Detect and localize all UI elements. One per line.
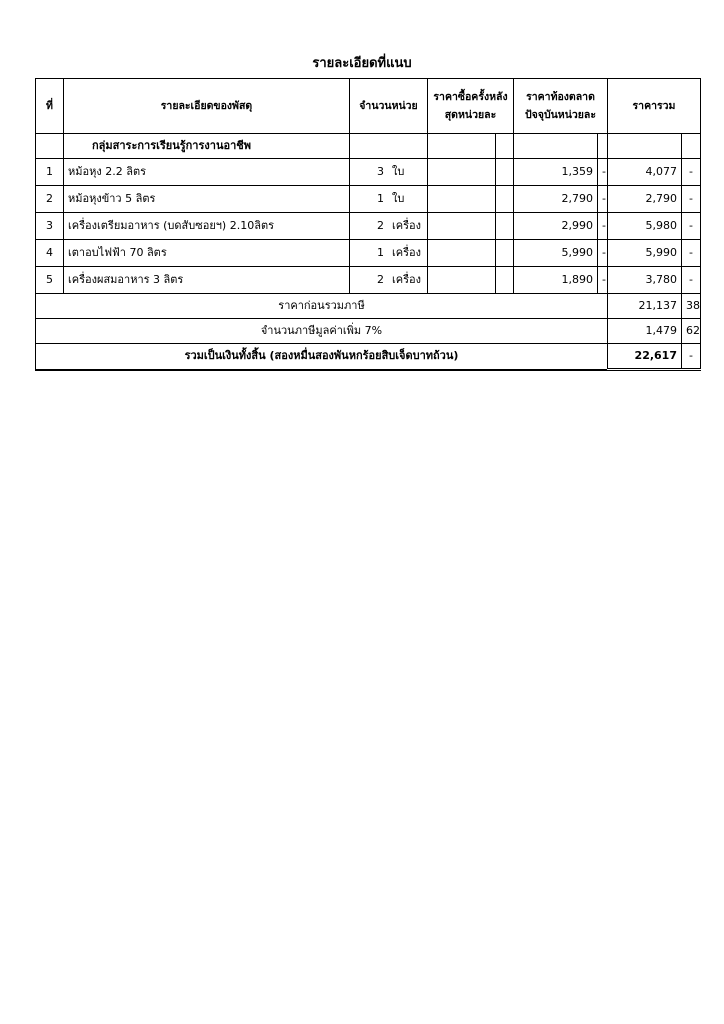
item-no: 5 xyxy=(36,267,64,294)
item-qty-unit: เครื่อง xyxy=(392,219,422,232)
pre-vat-decimal: 38 xyxy=(682,294,701,319)
table-row xyxy=(36,186,701,213)
pre-vat-row xyxy=(36,294,701,319)
item-total: 5,980 xyxy=(608,213,682,240)
grand-total-decimal: - xyxy=(682,344,701,370)
item-quantity xyxy=(350,213,428,240)
item-market-price-decimal: - xyxy=(598,186,608,213)
group-label: กลุ่มสาระการเรียนรู้การงานอาชีพ xyxy=(64,134,350,159)
item-market-price: 2,790 xyxy=(514,186,598,213)
table-row xyxy=(36,159,701,186)
item-qty-number: 3 xyxy=(377,165,384,178)
grand-total-row xyxy=(36,344,701,370)
item-last-price-empty xyxy=(428,213,496,240)
item-last-price-decimal-empty xyxy=(496,159,514,186)
item-qty-number: 1 xyxy=(377,246,384,259)
item-market-price-decimal: - xyxy=(598,213,608,240)
item-market-price-decimal: - xyxy=(598,240,608,267)
group-row xyxy=(36,134,701,159)
vat-row xyxy=(36,319,701,344)
item-no: 2 xyxy=(36,186,64,213)
pre-vat-value: 21,137 xyxy=(608,294,682,319)
pre-vat-label: ราคาก่อนรวมภาษี xyxy=(36,294,608,319)
item-last-price-empty xyxy=(428,240,496,267)
item-total-decimal: - xyxy=(682,213,701,240)
vat-value: 1,479 xyxy=(608,319,682,344)
item-name: เครื่องเตรียมอาหาร (บดสับซอยฯ) 2.10ลิตร xyxy=(64,213,350,240)
item-total-decimal: - xyxy=(682,240,701,267)
item-market-price-decimal: - xyxy=(598,267,608,294)
item-last-price-decimal-empty xyxy=(496,186,514,213)
item-total: 2,790 xyxy=(608,186,682,213)
item-quantity xyxy=(350,267,428,294)
item-market-price: 5,990 xyxy=(514,240,598,267)
item-quantity xyxy=(350,240,428,267)
item-name: เตาอบไฟฟ้า 70 ลิตร xyxy=(64,240,350,267)
header-units: จำนวนหน่วย xyxy=(350,79,428,134)
item-market-price-decimal: - xyxy=(598,159,608,186)
table-row xyxy=(36,213,701,240)
item-market-price: 2,990 xyxy=(514,213,598,240)
item-total-decimal: - xyxy=(682,159,701,186)
vat-label: จำนวนภาษีมูลค่าเพิ่ม 7% xyxy=(36,319,608,344)
item-qty-number: 2 xyxy=(377,219,384,232)
item-last-price-decimal-empty xyxy=(496,240,514,267)
grand-total-label: รวมเป็นเงินทั้งสิ้น (สองหมื่นสองพันหกร้อยสิบเจ็ดบาทถ้วน) xyxy=(36,344,608,370)
item-qty-unit: เครื่อง xyxy=(392,246,422,259)
item-details-table xyxy=(35,78,701,371)
table-row xyxy=(36,240,701,267)
header-market-price: ราคาท้องตลาดปัจจุบันหน่วยละ xyxy=(514,79,608,134)
table-header-row xyxy=(36,79,701,134)
item-last-price-decimal-empty xyxy=(496,267,514,294)
item-last-price-empty xyxy=(428,186,496,213)
item-name: หม้อหุงข้าว 5 ลิตร xyxy=(64,186,350,213)
item-total: 4,077 xyxy=(608,159,682,186)
item-quantity xyxy=(350,159,428,186)
item-qty-unit: ใบ xyxy=(392,165,405,178)
item-no: 1 xyxy=(36,159,64,186)
item-no: 3 xyxy=(36,213,64,240)
item-total-decimal: - xyxy=(682,267,701,294)
item-market-price: 1,359 xyxy=(514,159,598,186)
item-total: 3,780 xyxy=(608,267,682,294)
item-market-price: 1,890 xyxy=(514,267,598,294)
item-qty-number: 2 xyxy=(377,273,384,286)
item-total: 5,990 xyxy=(608,240,682,267)
table-row xyxy=(36,267,701,294)
header-total: ราคารวม xyxy=(608,79,701,134)
item-no: 4 xyxy=(36,240,64,267)
item-last-price-decimal-empty xyxy=(496,213,514,240)
item-name: เครื่องผสมอาหาร 3 ลิตร xyxy=(64,267,350,294)
item-qty-unit: เครื่อง xyxy=(392,273,422,286)
item-last-price-empty xyxy=(428,267,496,294)
item-qty-number: 1 xyxy=(377,192,384,205)
item-quantity xyxy=(350,186,428,213)
document-title: รายละเอียดที่แนบ xyxy=(312,56,412,71)
vat-decimal: 62 xyxy=(682,319,701,344)
grand-total-value: 22,617 xyxy=(608,344,682,370)
item-last-price-empty xyxy=(428,159,496,186)
item-name: หม้อหุง 2.2 ลิตร xyxy=(64,159,350,186)
item-total-decimal: - xyxy=(682,186,701,213)
item-qty-unit: ใบ xyxy=(392,192,405,205)
header-no: ที่ xyxy=(36,79,64,134)
header-last-price: ราคาซื้อครั้งหลังสุดหน่วยละ xyxy=(428,79,514,134)
header-detail: รายละเอียดของพัสดุ xyxy=(64,79,350,134)
